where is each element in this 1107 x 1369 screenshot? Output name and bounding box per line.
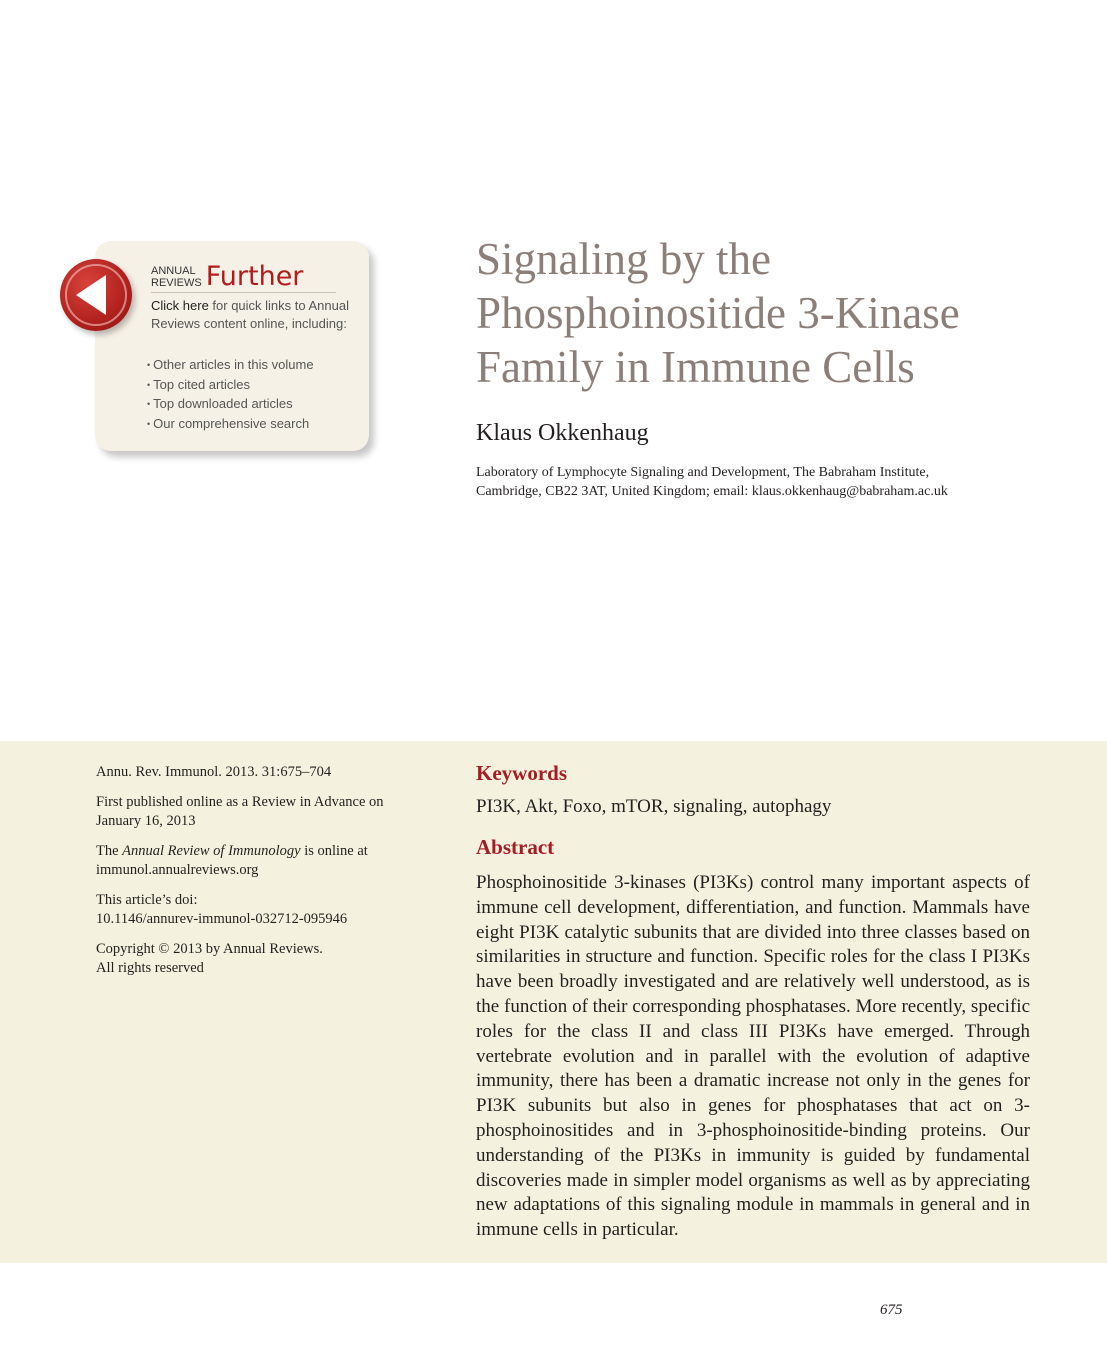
online-note: The Annual Review of Immunology is online at immunol.annualreviews.org bbox=[96, 843, 368, 878]
further-header bbox=[151, 261, 303, 292]
title-line-2: Phosphoinositide 3-Kinase bbox=[476, 288, 960, 338]
link-top-cited[interactable]: • Top cited articles bbox=[147, 376, 314, 396]
link-comprehensive-search[interactable]: • Our comprehensive search bbox=[147, 415, 314, 435]
keywords-heading: Keywords bbox=[476, 761, 567, 785]
doi-label: This article’s doi: bbox=[96, 892, 198, 908]
divider bbox=[151, 292, 336, 293]
author-name: Klaus Okkenhaug bbox=[476, 420, 649, 446]
keywords-text: PI3K, Akt, Foxo, mTOR, signaling, autophagy bbox=[476, 796, 832, 817]
journal-name: Annual Review of Immunology bbox=[122, 843, 301, 859]
further-title: Further bbox=[205, 261, 304, 292]
article-title bbox=[476, 232, 1076, 394]
link-other-articles[interactable]: • Other articles in this volume bbox=[147, 356, 314, 376]
further-arrow-icon[interactable] bbox=[60, 259, 132, 331]
further-box[interactable] bbox=[95, 241, 369, 451]
published-date: First published online as a Review in Advance on January 16, 2013 bbox=[96, 794, 384, 829]
click-here-link[interactable]: Click here bbox=[151, 298, 209, 313]
affiliation bbox=[476, 463, 1056, 501]
title-line-1: Signaling by the bbox=[476, 234, 771, 284]
further-links bbox=[147, 356, 314, 434]
page-number: 675 bbox=[880, 1302, 903, 1318]
copyright: Copyright © 2013 by Annual Reviews. All rights reserved bbox=[96, 941, 323, 976]
affiliation-line-1: Laboratory of Lymphocyte Signaling and Development, The Babraham Institute, bbox=[476, 465, 930, 480]
further-intro bbox=[151, 297, 351, 333]
abstract-heading: Abstract bbox=[476, 835, 555, 859]
link-top-downloaded[interactable]: • Top downloaded articles bbox=[147, 395, 314, 415]
further-intro-text: for quick links to Annual Reviews content online, including: bbox=[151, 298, 349, 331]
article-meta bbox=[96, 763, 416, 989]
abstract-text: Phosphoinositide 3-kinases (PI3Ks) control many important aspects of immune cell development, differentiation, and function. Mammals have eight PI3K catalytic subunits that are divided into three classes based on similarities in structure and function. Specific roles for the class I PI3Ks have been broadly investigated and are relatively well understood, as is the function of their corresponding phosphatases. More recently, specific roles for the class II and class III PI3Ks have emerged. Through vertebrate evolution and in parallel with the evolution of adaptive immunity, there has been a dramatic increase not only in the genes for PI3K subunits but also in genes for phosphatases that act on 3-phosphoinositides and in 3-phosphoinositide-binding proteins. Our understanding of the PI3Ks in immunity is guided by fundamental discoveries made in simpler model organisms as well as by appreciating new adaptations of this signaling module in mammals in general and in immune cells in particular. bbox=[476, 872, 1030, 1241]
title-line-3: Family in Immune Cells bbox=[476, 342, 915, 392]
annual-reviews-brand: ANNUAL REVIEWS bbox=[151, 264, 202, 289]
affiliation-line-2: Cambridge, CB22 3AT, United Kingdom; email: klaus.okkenhaug@babraham.ac.uk bbox=[476, 484, 948, 499]
doi-block bbox=[96, 891, 416, 929]
citation: Annu. Rev. Immunol. 2013. 31:675–704 bbox=[96, 764, 332, 780]
doi-value[interactable]: 10.1146/annurev-immunol-032712-095946 bbox=[96, 911, 348, 927]
